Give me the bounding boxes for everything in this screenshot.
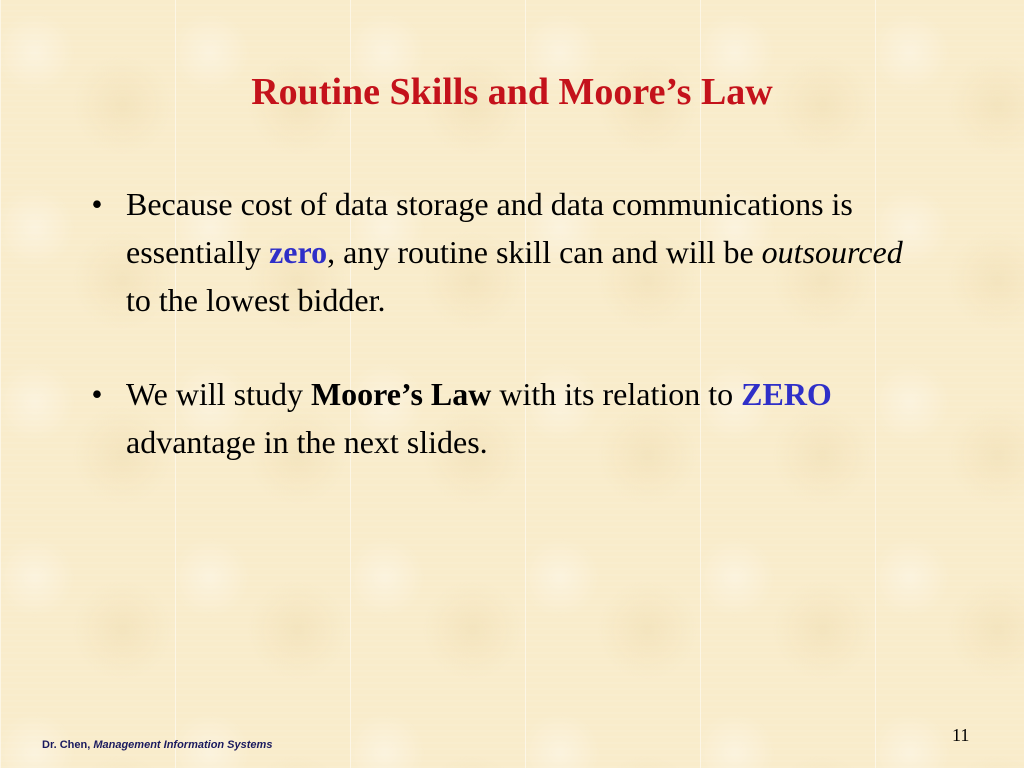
bullet-marker: •: [91, 186, 103, 222]
bullet-text: advantage in the next slides.: [126, 424, 488, 460]
highlight-zero: zero: [269, 234, 328, 270]
strong-moores-law: Moore’s Law: [310, 376, 492, 412]
bullet-item-outsourcing: [84, 180, 914, 324]
slide-title: Routine Skills and Moore’s Law: [251, 71, 773, 113]
bullet-marker: •: [91, 376, 103, 412]
footer-author: Dr. Chen,: [42, 739, 94, 751]
page-number: 11: [952, 725, 970, 745]
bullet-text: with its relation to: [491, 376, 742, 412]
highlight-zero-caps: ZERO: [741, 376, 832, 412]
footer-credit: [42, 739, 272, 751]
footer-course: Management Information Systems: [93, 739, 273, 751]
bullet-text: We will study: [126, 376, 311, 412]
bullet-text: , any routine skill can and will be: [327, 234, 762, 270]
bullet-text: to the lowest bidder.: [126, 282, 386, 318]
bullet-item-moores-law: [84, 370, 914, 466]
bullet-list: [84, 180, 914, 512]
bullet-text: Because cost of data storage and data communications is essentially: [126, 186, 853, 270]
emphasis-outsourced: outsourced: [761, 234, 903, 270]
